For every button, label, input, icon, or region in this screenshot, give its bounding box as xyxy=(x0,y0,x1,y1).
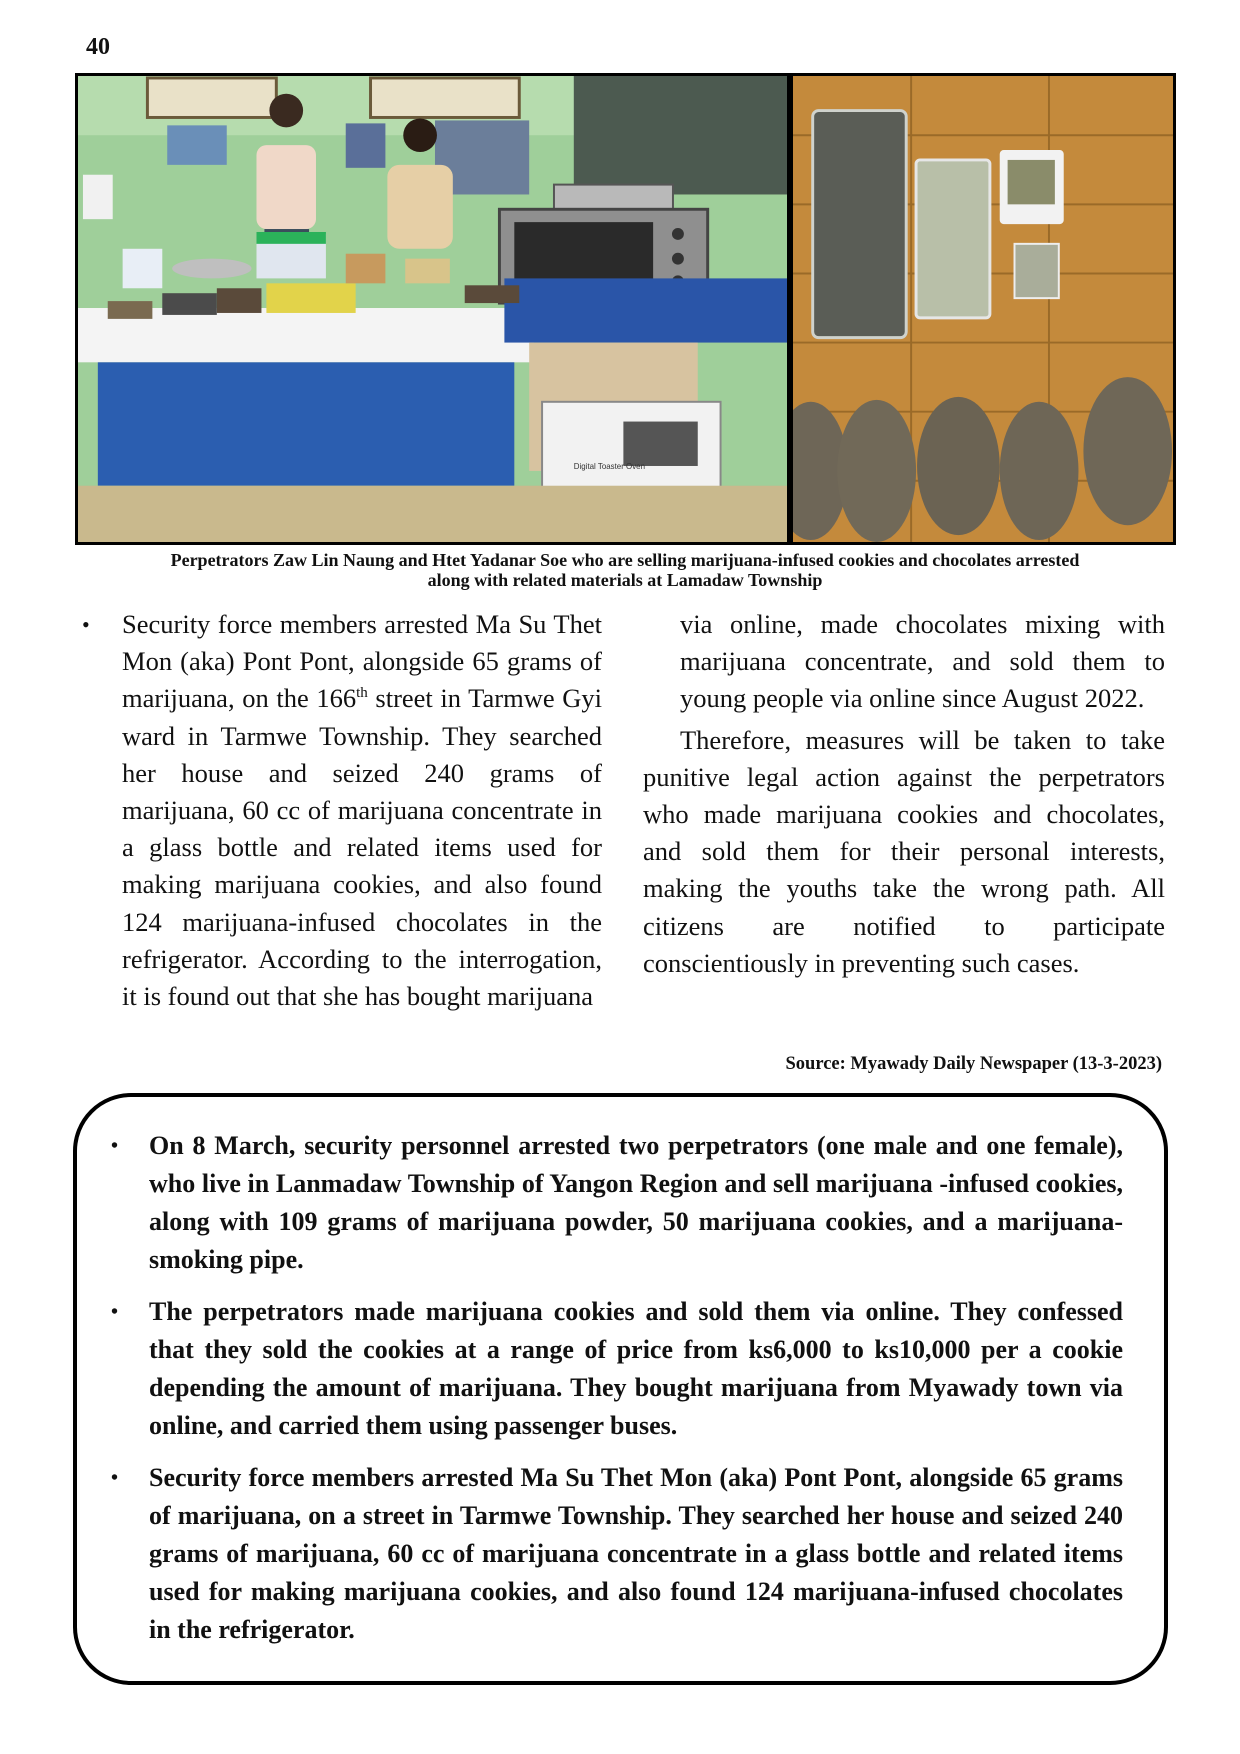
caption-line-1: Perpetrators Zaw Lin Naung and Htet Yadanar Soe who are selling marijuana-infused cookies and chocolates arrested xyxy=(170,550,1080,570)
article-text-part: Security force members arrested Ma Su Thet Mon (aka) Pont Pont, alongside 65 grams of marijuana, on the 166 xyxy=(122,609,602,714)
caption-line-2: along with related materials at Lamadaw Township xyxy=(427,570,823,590)
arrest-photo xyxy=(75,73,790,545)
summary-box xyxy=(73,1093,1168,1685)
page-number: 40 xyxy=(86,34,110,60)
bullet-icon: • xyxy=(111,1467,119,1489)
article-continuation: via online, made chocolates mixing with marijuana concentrate, and sold them to young people via online since August 2022. xyxy=(680,609,1165,714)
ordinal-suffix: th xyxy=(356,685,368,702)
summary-item xyxy=(105,1127,1123,1279)
arrest-photo-illustration xyxy=(78,76,787,542)
summary-item xyxy=(105,1459,1123,1649)
right-column xyxy=(643,606,1165,982)
source-citation: Source: Myawady Daily Newspaper (13-3-2023) xyxy=(785,1054,1162,1074)
oven-box-label: Digital Toaster Oven xyxy=(573,461,646,471)
bullet-icon: • xyxy=(111,1301,119,1323)
seized-items-photo-illustration xyxy=(793,76,1173,542)
article-paragraph: Therefore, measures will be taken to take punitive legal action against the perpetrators who made marijuana cookies and chocolates, and sold them for their personal interests, making the youths take the wrong path. All citizens are notified to participate conscientiously in preventing such cases. xyxy=(643,724,1165,978)
summary-text: Security force members arrested Ma Su Thet Mon (aka) Pont Pont, alongside 65 grams of marijuana, on a street in Tarmwe Township. They searched her house and seized 240 grams of marijuana, 60 cc of marijuana concentrate in a glass bottle and related items used for making marijuana cookies, and also found 124 marijuana-infused chocolates in the refrigerator. xyxy=(149,1463,1123,1645)
list-item xyxy=(80,606,602,1015)
article-text-part: street in Tarmwe Gyi ward in Tarmwe Township. They searched her house and seized 240 grams of marijuana, 60 cc of marijuana concentrate in a glass bottle and related items used for making marijuana cookies, and also found 124 marijuana-infused chocolates in the refrigerator. According to the interrogation, it is found out that she has bought marijuana xyxy=(122,683,602,1012)
photo-caption xyxy=(80,550,1170,590)
seized-items-photo xyxy=(790,73,1176,545)
summary-text: On 8 March, security personnel arrested two perpetrators (one male and one female), who live in Lanmadaw Township of Yangon Region and sell marijuana -infused cookies, along with 109 grams of marijuana powder, 50 marijuana cookies, and a marijuana-smoking pipe. xyxy=(149,1131,1123,1275)
bullet-icon: • xyxy=(111,1135,119,1157)
summary-text: The perpetrators made marijuana cookies and sold them via online. They confessed that they sold the cookies at a range of price from ks6,000 to ks10,000 per a cookie depending the amount of marijuana. They bought marijuana from Myawady town via online, and carried them using passenger buses. xyxy=(149,1297,1123,1441)
article-text xyxy=(122,606,602,1015)
bullet-icon: • xyxy=(82,612,90,637)
left-column xyxy=(80,606,602,1015)
summary-item xyxy=(105,1293,1123,1445)
